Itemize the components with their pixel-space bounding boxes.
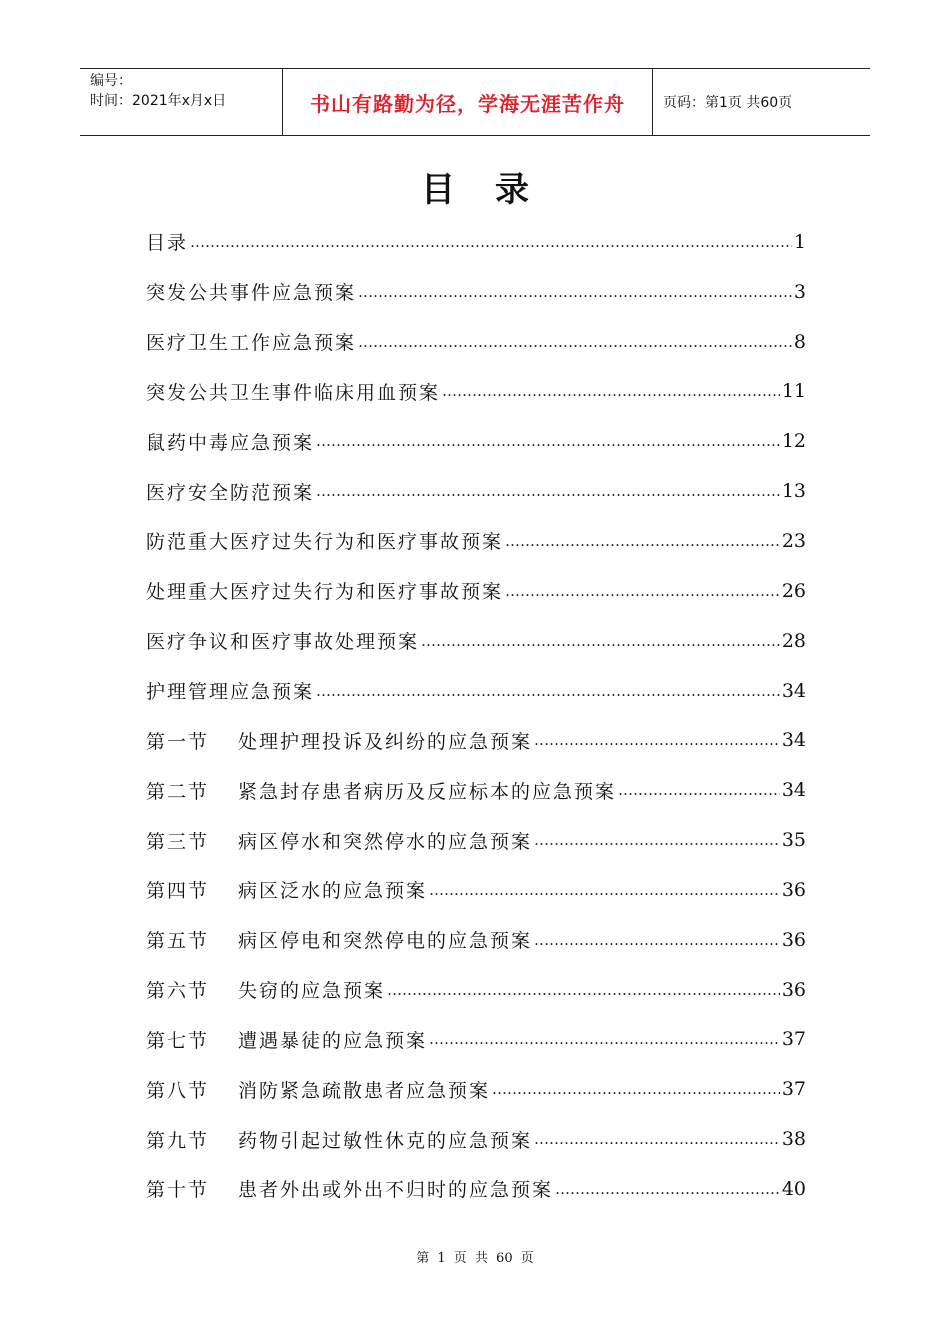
toc-page-number: 11 — [781, 380, 806, 403]
toc-leader-dots — [190, 233, 792, 251]
toc-leader-dots — [442, 382, 780, 400]
toc-page-number: 36 — [781, 928, 806, 951]
toc-page-number: 13 — [781, 480, 806, 503]
toc-page-number: 35 — [781, 829, 806, 852]
toc-leader-dots — [555, 1180, 780, 1198]
toc-entry[interactable] — [146, 1015, 806, 1065]
toc-page-number: 3 — [793, 280, 806, 303]
toc-entry-label: 防范重大医疗过失行为和医疗事故预案 — [146, 531, 504, 554]
toc-leader-dots — [534, 931, 780, 949]
toc-page-number: 36 — [781, 978, 806, 1001]
toc-leader-dots — [505, 582, 780, 600]
toc-entry-label: 病区泛水的应急预案 — [238, 880, 428, 903]
header-meta — [80, 69, 283, 135]
toc-page-number: 34 — [781, 779, 806, 802]
toc-section-number: 第五节 — [146, 930, 210, 953]
toc-entry[interactable] — [146, 516, 806, 566]
toc-entry[interactable] — [146, 1064, 806, 1114]
header-page-info: 页码：第1页 共60页 — [663, 95, 793, 111]
toc-entry[interactable] — [146, 566, 806, 616]
toc-section-number: 第九节 — [146, 1129, 210, 1152]
toc-page-number: 37 — [781, 1078, 806, 1101]
toc-entry[interactable] — [146, 616, 806, 666]
toc-leader-dots — [618, 781, 780, 799]
toc-section-number: 第一节 — [146, 730, 210, 753]
toc-section-number: 第六节 — [146, 980, 210, 1003]
toc-entry[interactable] — [146, 367, 806, 417]
toc-entry[interactable] — [146, 865, 806, 915]
toc-leader-dots — [492, 1080, 780, 1098]
toc-entry[interactable] — [146, 965, 806, 1015]
toc-entry-label: 医疗安全防范预案 — [146, 481, 315, 504]
toc-leader-dots — [421, 632, 780, 650]
toc-page-number: 23 — [781, 529, 806, 552]
toc-leader-dots — [358, 333, 792, 351]
toc-entry[interactable] — [146, 267, 806, 317]
toc-entry-label: 处理护理投诉及纠纷的应急预案 — [238, 730, 533, 753]
toc-entry[interactable] — [146, 317, 806, 367]
toc-entry[interactable] — [146, 666, 806, 716]
toc-section-number: 第七节 — [146, 1029, 210, 1052]
toc-section-number: 第二节 — [146, 780, 210, 803]
page-footer: 第 1 页 共 60 页 — [416, 1251, 534, 1266]
toc-entry[interactable] — [146, 815, 806, 865]
toc-page-number: 34 — [781, 679, 806, 702]
toc-section-number: 第三节 — [146, 830, 210, 853]
toc-section-number: 第四节 — [146, 880, 210, 903]
toc-page-number: 40 — [781, 1177, 806, 1200]
toc-entry[interactable] — [146, 217, 806, 267]
toc-leader-dots — [358, 283, 792, 301]
toc-entry-label: 病区停电和突然停电的应急预案 — [238, 930, 533, 953]
toc-entry[interactable] — [146, 416, 806, 466]
toc-leader-dots — [505, 532, 780, 550]
toc-entry[interactable] — [146, 466, 806, 516]
toc-entry-label: 处理重大医疗过失行为和医疗事故预案 — [146, 581, 504, 604]
toc-page-number: 36 — [781, 878, 806, 901]
toc-section-number: 第八节 — [146, 1079, 210, 1102]
toc-entry[interactable] — [146, 915, 806, 965]
toc-page-number: 37 — [781, 1028, 806, 1051]
toc-section-number: 第十节 — [146, 1179, 210, 1202]
toc-page-number: 34 — [781, 729, 806, 752]
page-title: 目录 — [421, 170, 569, 210]
toc-leader-dots — [316, 482, 780, 500]
page-header — [80, 68, 870, 136]
toc-entry-label: 护理管理应急预案 — [146, 681, 315, 704]
toc-page-number: 12 — [781, 430, 806, 453]
code-label: 编号： — [90, 73, 132, 89]
toc-entry-label: 失窃的应急预案 — [238, 980, 386, 1003]
toc-entry-label: 药物引起过敏性休克的应急预案 — [238, 1129, 533, 1152]
table-of-contents — [146, 217, 806, 1214]
toc-page-number: 38 — [781, 1128, 806, 1151]
toc-leader-dots — [534, 831, 780, 849]
toc-entry[interactable] — [146, 1114, 806, 1164]
toc-leader-dots — [534, 731, 780, 749]
toc-entry[interactable] — [146, 1164, 806, 1214]
toc-leader-dots — [316, 682, 780, 700]
toc-entry-label: 遭遇暴徒的应急预案 — [238, 1029, 428, 1052]
motto: 书山有路勤为径，学海无涯苦作舟 — [310, 91, 625, 116]
toc-entry-label: 医疗卫生工作应急预案 — [146, 332, 357, 355]
toc-entry-label: 消防紧急疏散患者应急预案 — [238, 1079, 491, 1102]
toc-leader-dots — [387, 981, 780, 999]
toc-leader-dots — [316, 432, 780, 450]
toc-leader-dots — [429, 881, 780, 899]
header-motto-cell — [283, 69, 653, 135]
toc-leader-dots — [534, 1130, 780, 1148]
time-label: 时间：2021年x月x日 — [90, 93, 227, 109]
toc-entry-label: 目录 — [146, 232, 189, 255]
toc-page-number: 8 — [793, 330, 806, 353]
toc-entry[interactable] — [146, 715, 806, 765]
toc-entry-label: 突发公共卫生事件临床用血预案 — [146, 381, 441, 404]
toc-entry-label: 患者外出或外出不归时的应急预案 — [238, 1179, 554, 1202]
toc-leader-dots — [429, 1030, 780, 1048]
toc-entry-label: 紧急封存患者病历及反应标本的应急预案 — [238, 780, 617, 803]
toc-entry-label: 医疗争议和医疗事故处理预案 — [146, 631, 420, 654]
toc-entry-label: 病区停水和突然停水的应急预案 — [238, 830, 533, 853]
toc-page-number: 28 — [781, 629, 806, 652]
toc-page-number: 26 — [781, 579, 806, 602]
toc-entry-label: 鼠药中毒应急预案 — [146, 431, 315, 454]
toc-page-number: 1 — [793, 230, 806, 253]
toc-entry[interactable] — [146, 765, 806, 815]
toc-entry-label: 突发公共事件应急预案 — [146, 282, 357, 305]
